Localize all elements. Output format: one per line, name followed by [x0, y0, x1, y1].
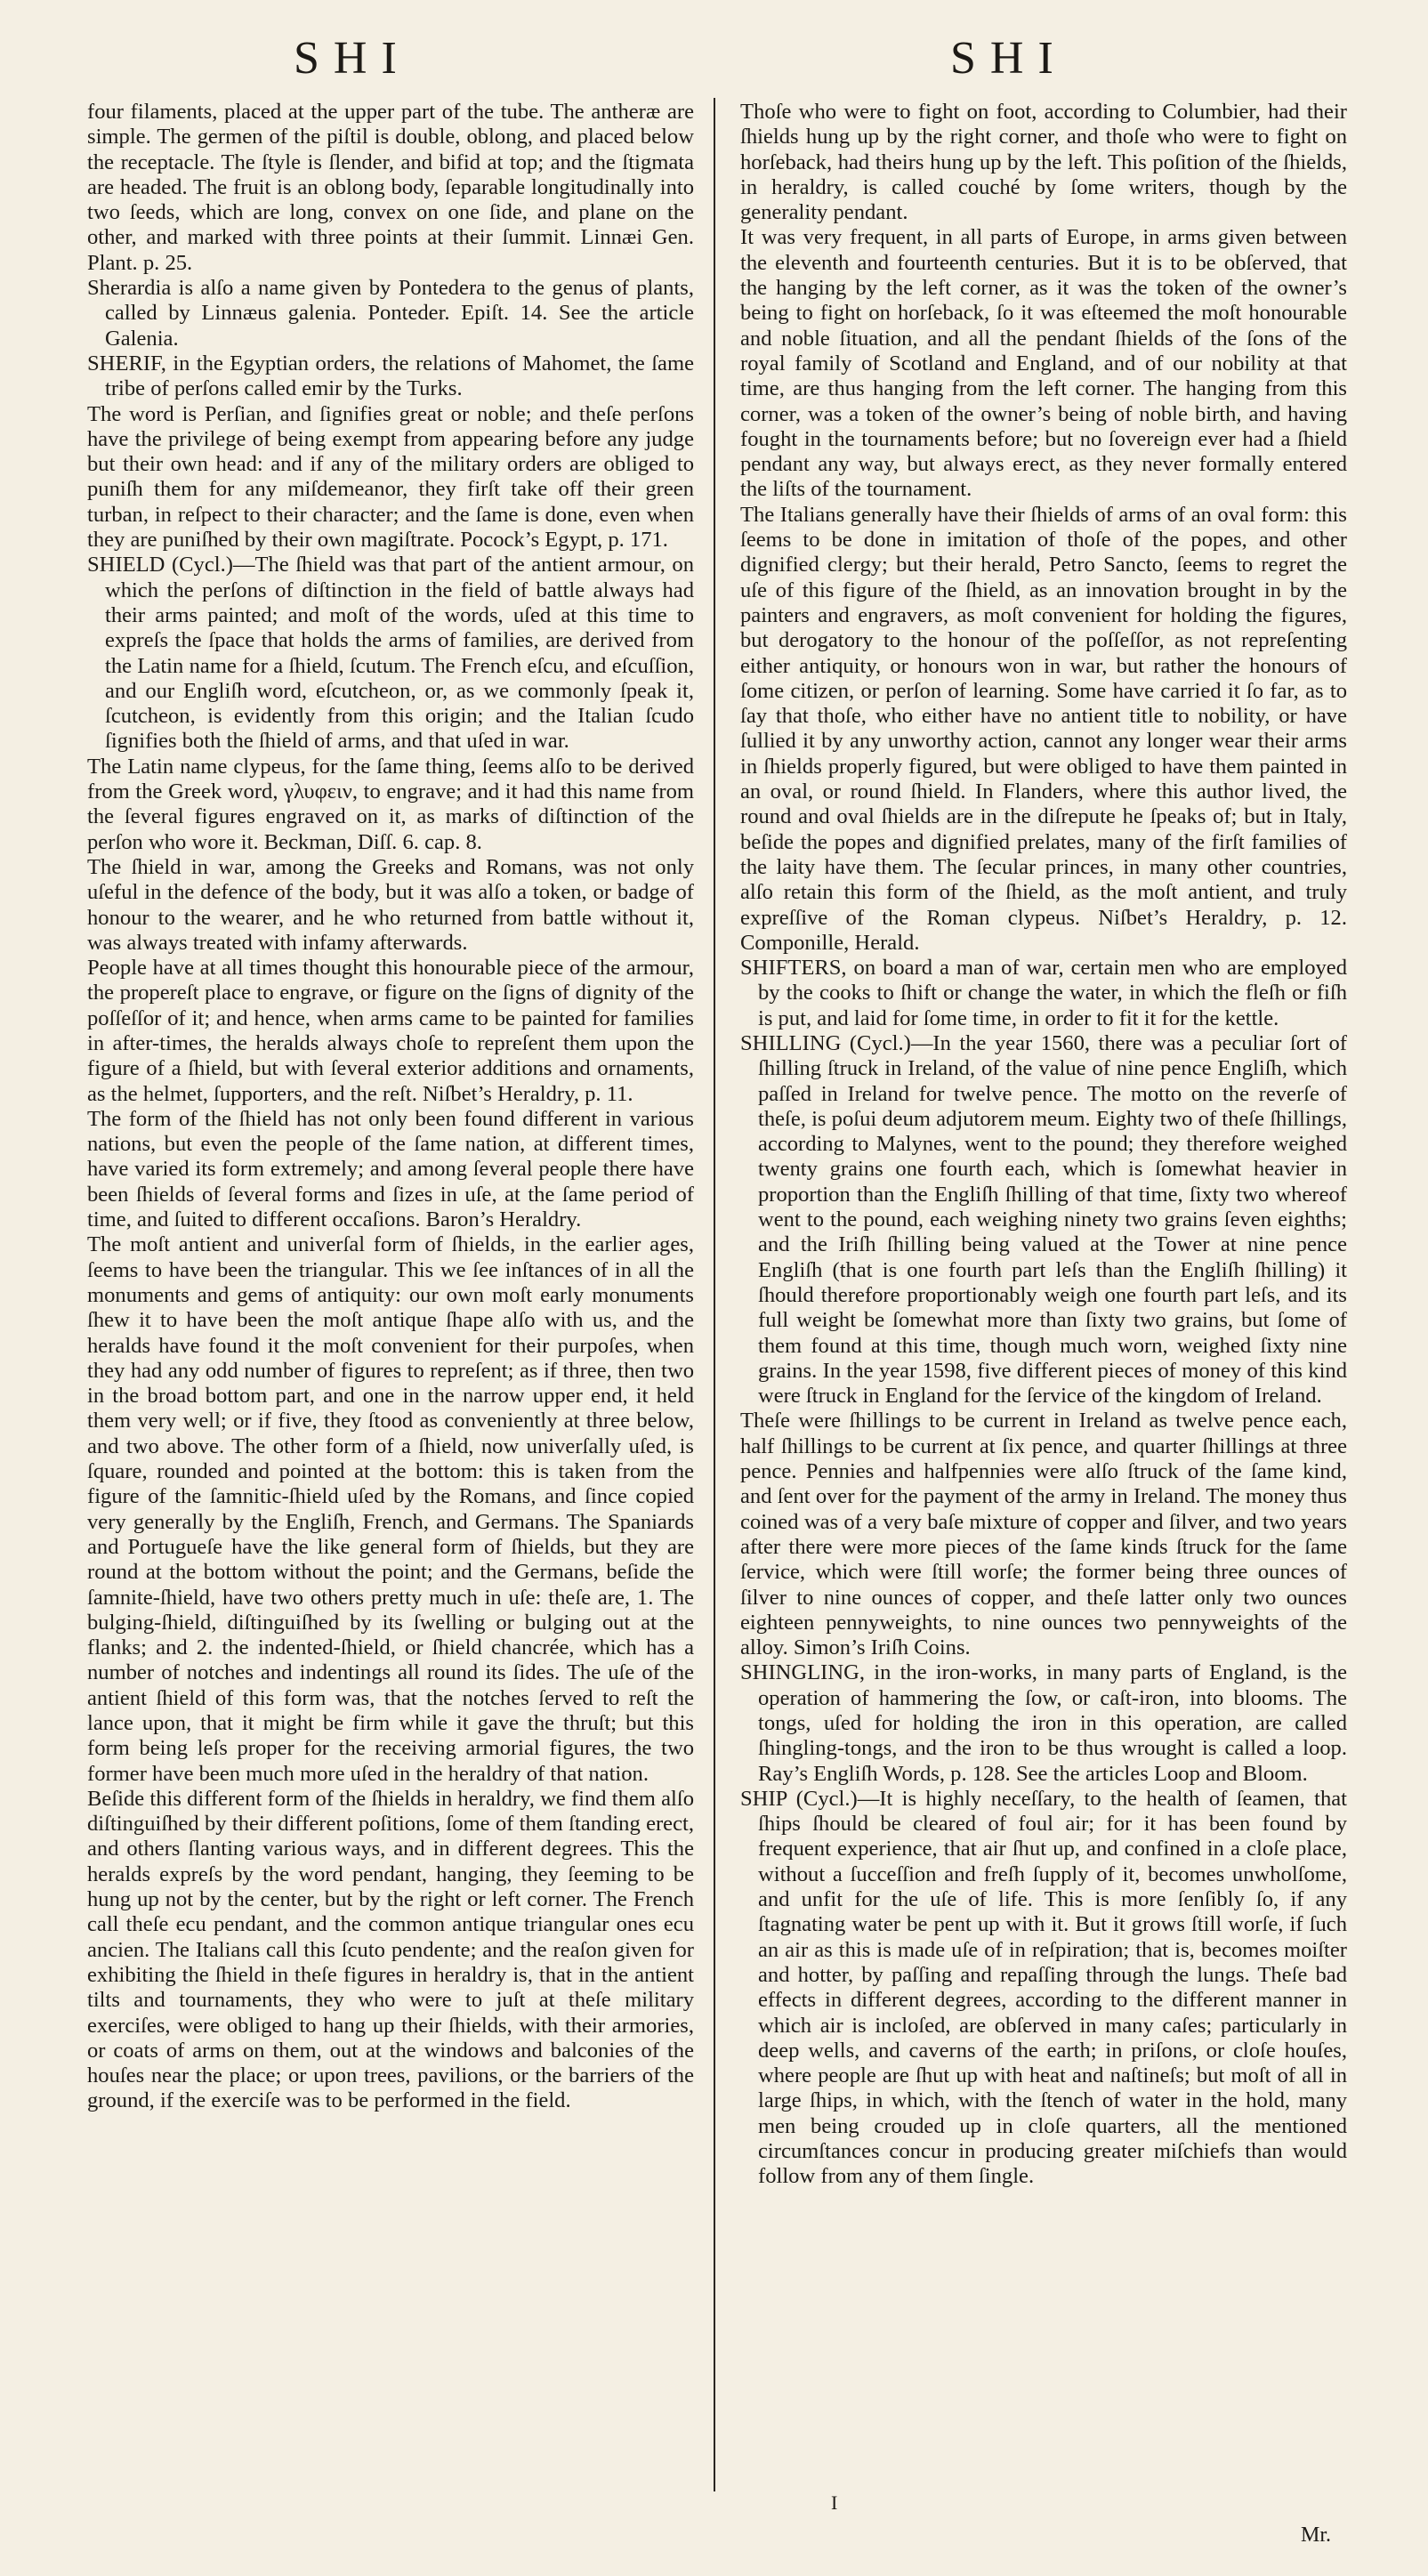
entry-shilling: SHILLING (Cycl.)—In the year 1560, there was a peculiar ſort of ſhilling ſtruck in Ireland, of the value of nine pence Engliſh, which paſſed in Ireland for twelve pence. The motto on the reverſe of theſe, is poſui deum adjutorem meum. Eighty two of theſe ſhillings, according to Malynes, went to the pound; they therefore weighed twenty grains one fourth each, which is ſomewhat heavier in proportion than the Engliſh ſhilling of that time, ſixty two whereof went to the pound, each weighing ninety two grains ſeven eighths; and the Iriſh ſhilling being valued at the Tower at nine pence Engliſh (that is one fourth part leſs than the Engliſh ſhilling) it ſhould therefore proportionably weigh one fourth part leſs, and its full weight be ſomewhat more than ſixty two grains, but ſome of them found at this time, though much worn, weighed ſixty nine grains. In the year 1598, five different pieces of money of this kind were ſtruck in England for the ſervice of the kingdom of Ireland.	[740, 1030, 1347, 1409]
paragraph: four filaments, placed at the upper part of the tube. The antheræ are simple. The germen of the piſtil is double, oblong, and placed below the receptacle. The ſtyle is ſlender, and bifid at top; and the ſtigmata are headed. The fruit is an oblong body, ſeparable longitudinally into two ſeeds, which are long, convex on one ſide, and plane on the other, and marked with three points at their ſummit. Linnæi Gen. Plant. p. 25.	[87, 100, 694, 275]
catchword: Mr.	[1301, 2524, 1332, 2547]
paragraph: People have at all times thought this honourable piece of the armour, the propereſt place to engrave, or figure on the ſigns of dignity of the poſſeſſor of it; and hence, when arms came to be painted for families in after-times, the heralds always choſe to repreſent them upon the figure of a ſhield, but with ſeveral exterior additions and ornaments, as the helmet, ſupporters, and the reſt. Niſbet’s Heraldry, p. 11.	[87, 956, 694, 1106]
running-head-left: SHI	[294, 33, 411, 84]
left-column	[87, 100, 694, 2114]
running-head-right: SHI	[950, 33, 1068, 84]
paragraph: The ſhield in war, among the Greeks and Romans, was not only uſeful in the defence of the body, but it was alſo a token, or badge of honour to the wearer, and he who returned from battle without it, was always treated with infamy afterwards.	[87, 854, 694, 955]
entry-shifters: SHIFTERS, on board a man of war, certain men who are employed by the cooks to ſhift or change the water, in which the fleſh or fiſh is put, and laid for ſome time, in order to fit it for the kettle.	[740, 956, 1347, 1030]
entry-sherif: SHERIF, in the Egyptian orders, the relations of Mahomet, the ſame tribe of perſons called emir by the Turks.	[87, 351, 694, 401]
entry-shield: SHIELD (Cycl.)—The ſhield was that part of the antient armour, on which the perſons of diſtinction in the field of battle always had their arms painted; and moſt of the words, uſed at this time to expreſs the ſpace that holds the arms of families, are derived from the Latin name for a ſhield, ſcutum. The French eſcu, and eſcuſſion, and our Engliſh word, eſcutcheon, or, as we commonly ſpeak it, ſcutcheon, is evidently from this origin; and the Italian ſcudo ſignifies both the ſhield of arms, and that uſed in war.	[87, 553, 694, 754]
entry-ship: SHIP (Cycl.)—It is highly neceſſary, to the health of ſeamen, that ſhips ſhould be cleared of foul air; for it has been found by frequent experience, that air ſhut up, and confined in a cloſe place, without a ſucceſſion and freſh ſupply of it, becomes unwholſome, and unfit for the uſe of life. This is more ſenſibly ſo, if any ſtagnating water be pent up with it. But it grows ſtill worſe, if ſuch an air as this is made uſe of in reſpiration; that is, becomes moiſter and hotter, by paſſing and repaſſing through the lungs. Theſe bad effects in different degrees, according to the different manner in which air is incloſed, are obſerved in many caſes; particularly in deep wells, and caverns of the earth; in priſons, or cloſe houſes, where people are ſhut up with heat and naſtineſs; but moſt of all in large ſhips, in which, with the ſtench of water in the hold, many men being crouded up in cloſe quarters, all the mentioned circumſtances concur in producing greater miſchiefs than would follow from any of them ſingle.	[740, 1786, 1347, 2189]
entry-shingling: SHINGLING, in the iron-works, in many parts of England, is the operation of hammering the ſow, or caſt-iron, into blooms. The tongs, uſed for holding the iron in this operation, are called ſhingling-tongs, and the iron to be thus wrought is called a loop. Ray’s Engliſh Words, p. 128. See the articles Loop and Bloom.	[740, 1660, 1347, 1786]
right-column	[740, 100, 1347, 2190]
paragraph: The Italians generally have their ſhields of arms of an oval form: this ſeems to be done in imitation of thoſe of the popes, and other dignified clergy; but their herald, Petro Sancto, ſeems to regret the uſe of this figure of the ſhield, as an innovation brought in by the painters and engravers, as moſt convenient for holding the figures, but derogatory to the honour of the poſſeſſor, as not repreſenting either antiquity, or honours won in war, but rather the honours of ſome citizen, or perſon of learning. Some have carried it ſo far, as to ſay that thoſe, who either have no antient title to nobility, or have ſullied it by any unworthy action, cannot any longer wear their arms in ſhields properly figured, but were obliged to have them painted in an oval, or round ſhield. In Flanders, where this author lived, the round and oval ſhields are in the diſrepute he ſpeaks of; but in Italy, beſide the popes and dignified prelates, many of the firſt families of the laity have them. The ſecular princes, in many other countries, alſo retain this form of the ſhield, as the moſt antient, and truly expreſſive of the Roman clypeus. Niſbet’s Heraldry, p. 12. Componille, Herald.	[740, 502, 1347, 955]
paragraph: The moſt antient and univerſal form of ſhields, in the earlier ages, ſeems to have been the triangular. This we ſee inſtances of in all the monuments and gems of antiquity: our own moſt early monuments ſhew it to have been the moſt antique ſhape alſo with us, and the heralds have found it the moſt convenient for their purpoſes, when they had any odd number of figures to repreſent; as if three, then two in the broad bottom part, and one in the narrow upper end, it held them very well; or if five, they ſtood as conveniently at three below, and two above. The other form of a ſhield, now univerſally uſed, is ſquare, rounded and pointed at the bottom: this is taken from the figure of the ſamnitic-ſhield uſed by the Romans, and ſince copied very generally by the Engliſh, French, and Germans. The Spaniards and Portugueſe have the like general form of ſhields, but they are round at the bottom without the point; and the Germans, beſide the ſamnite-ſhield, have two others pretty much in uſe: theſe are, 1. The bulging-ſhield, diſtinguiſhed by its ſwelling or bulging out at the flanks; and 2. the indented-ſhield, or ſhield chancrée, which has a number of notches and indentings all round its ſides. The uſe of the antient ſhield of this form was, that the notches ſerved to reſt the lance upon, that it might be firm while it gave the thruſt; but this form being leſs proper for the receiving armorial figures, the two former have been much more uſed in the heraldry of that nation.	[87, 1232, 694, 1786]
paragraph: The Latin name clypeus, for the ſame thing, ſeems alſo to be derived from the Greek word, γλυφειν, to engrave; and it had this name from the ſeveral figures engraved on it, as marks of diſtinction of the perſon who wore it. Beckman, Diſſ. 6. cap. 8.	[87, 754, 694, 854]
entry-sherardia: Sherardia is alſo a name given by Pontedera to the genus of plants, called by Linnæus galenia. Ponteder. Epiſt. 14. See the article Galenia.	[87, 276, 694, 351]
paragraph: Theſe were ſhillings to be current in Ireland as twelve pence each, half ſhillings to be current at ſix pence, and quarter ſhillings at three pence. Pennies and halfpennies were alſo ſtruck of the ſame kind, and ſent over for the payment of the army in Ireland. The money thus coined was of a very baſe mixture of copper and ſilver, and two years after there were more pieces of the ſame kinds ſtruck for the ſame ſervice, which were ſtill worſe; the former being three ounces of ſilver to nine ounces of copper, and theſe latter only two ounces eighteen pennyweights, to nine ounces two pennyweights of the alloy. Simon’s Iriſh Coins.	[740, 1409, 1347, 1660]
paragraph: The word is Perſian, and ſignifies great or noble; and theſe perſons have the privilege of being exempt from appearing before any judge but their own head: and if any of the military orders are obliged to puniſh them for any miſdemeanor, they firſt take off their green turban, in reſpect to their character; and the ſame is done, even when they are puniſhed by their own magiſtrate. Pocock’s Egypt, p. 171.	[87, 401, 694, 553]
paragraph: Thoſe who were to fight on foot, according to Columbier, had their ſhields hung up by the right corner, and thoſe who were to fight on horſeback, had theirs hung up by the left. This poſition of the ſhields, in heraldry, is called couché by ſome writers, though by the generality pendant.	[740, 100, 1347, 225]
paragraph: It was very frequent, in all parts of Europe, in arms given between the eleventh and fourteenth centuries. But it is to be obſerved, that the hanging by the left corner, as it was the token of the owner’s being to fight on horſeback, ſo it was eſteemed the moſt honourable and noble ſituation, and all the pendant ſhields of the ſons of the royal family of Scotland and England, and of our nobility at that time, are thus hanging from the left corner. The hanging from this corner, was a token of the owner’s being of noble birth, and having fought in the tournaments before; but no ſovereign ever had a ſhield pendant any way, but always erect, as they never formally entered the liſts of the tournament.	[740, 225, 1347, 502]
paragraph: The form of the ſhield has not only been found different in various nations, but even the people of the ſame nation, at different times, have varied its form extremely; and among ſeveral people there have been ſhields of ſeveral forms and ſizes in uſe, at the ſame period of time, and ſuited to different occaſions. Baron’s Heraldry.	[87, 1106, 694, 1232]
column-divider	[714, 98, 715, 2491]
signature-mark: I	[831, 2491, 838, 2514]
paragraph: Beſide this different form of the ſhields in heraldry, we find them alſo diſtinguiſhed by their different poſitions, ſome of them ſtanding erect, and others ſlanting various ways, and in different degrees. This the heralds expreſs by the word pendant, hanging, they ſeeming to be hung up not by the center, but by the right or left corner. The French call theſe ecu pendant, and the common antique triangular ones ecu ancien. The Italians call this ſcuto pendente; and the reaſon given for exhibiting the ſhield in theſe figures in heraldry is, that in the antient tilts and tournaments, they who were to juſt at theſe military exerciſes, were obliged to hang up their ſhields, with their armories, or coats of arms on them, out at the windows and balconies of the houſes near the place; or upon trees, pavilions, or the barriers of the ground, if the exerciſe was to be performed in the field.	[87, 1786, 694, 2113]
